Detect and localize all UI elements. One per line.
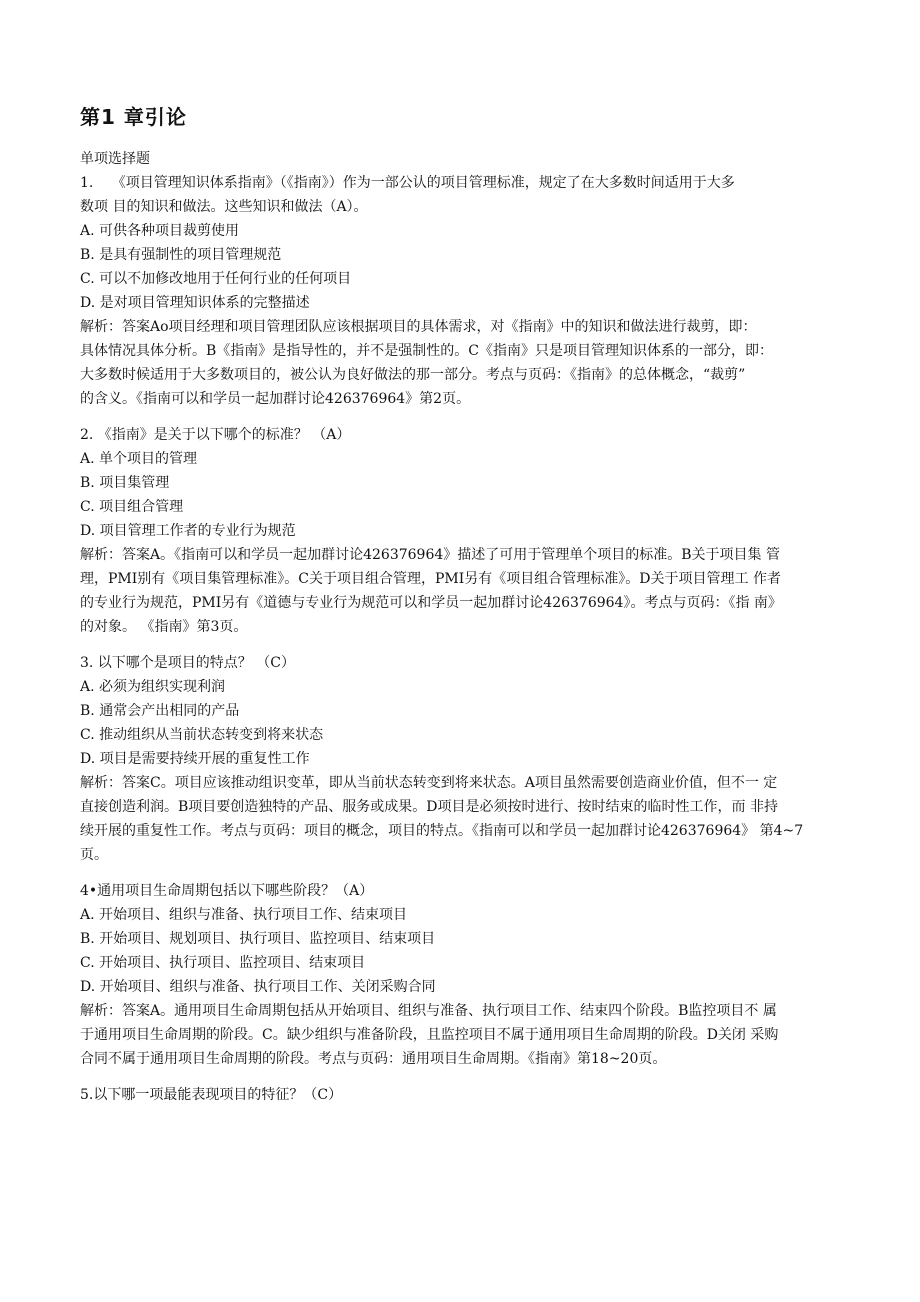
analysis-text: 大多数时候适用于大多数项目的，被公认为良好做法的那一部分。考点与页码：《指南》的总体概念，“裁剪”: [80, 367, 746, 383]
analysis-text: 于通用项目生命周期的阶段。C。缺少组织与准备阶段，且监控项目不属于通用项目生命周期的阶段。D关闭 采购: [80, 1027, 779, 1043]
analysis-text: 理，PMI别有《项目集管理标准》。C关于项目组合管理，PMI另有《项目组合管理标准》。D关于项目管理工 作者: [80, 571, 781, 587]
question-stem: 2. 《指南》是关于以下哪个的标准？ （A）: [80, 427, 351, 443]
question-block: [80, 423, 852, 639]
answer-option: A. 可供各种项目裁剪使用: [80, 223, 240, 239]
analysis-text: 的对象。 《指南》第3页。: [80, 619, 248, 635]
answer-option: D. 项目管理工作者的专业行为规范: [80, 523, 296, 539]
analysis-text: 具体情况具体分析。B《指南》是指导性的，并不是强制性的。C《指南》只是项目管理知识体系的一部分，即：: [80, 343, 773, 359]
analysis-text: 解析：答案A。通用项目生命周期包括从开始项目、组织与准备、执行项目工作、结束四个阶段。B监控项目不 属: [80, 1003, 777, 1019]
answer-option: B. 项目集管理: [80, 475, 170, 491]
question-separator: [80, 867, 852, 879]
analysis-text: 解析：答案Ao项目经理和项目管理团队应该根据项目的具体需求，对《指南》中的知识和做法进行裁剪，即：: [80, 319, 757, 335]
question-stem: 3. 以下哪个是项目的特点？ （C）: [80, 655, 295, 671]
question-block: [80, 651, 852, 867]
question-stem: 数项 目的知识和做法。这些知识和做法（A）。: [80, 199, 368, 215]
question-separator: [80, 639, 852, 651]
question-stem: 4•通用项目生命周期包括以下哪些阶段？（A）: [80, 883, 374, 899]
analysis-text: 的专业行为规范，PMI另有《道德与专业行为规范可以和学员一起加群讨论426376964》。考点与页码：《指 南》: [80, 595, 782, 611]
chapter-title: 第1 章引论: [80, 105, 187, 129]
question-block: [80, 1083, 852, 1107]
analysis-text: 解析：答案A。《指南可以和学员一起加群讨论426376964》描述了可用于管理单个项目的标准。B关于项目集 管: [80, 547, 781, 563]
analysis-text: 解析：答案C。项目应该推动组识变革，即从当前状态转变到将来状态。A项目虽然需要创造商业价值，但不一 定: [80, 775, 778, 791]
question-block: [80, 171, 852, 411]
question-separator: [80, 1071, 852, 1083]
answer-option: A. 必须为组织实现利润: [80, 679, 226, 695]
analysis-text: 直接创造利润。B项目要创造独特的产品、服务或成果。D项目是必须按时进行、按时结束的临时性工作，而 非持: [80, 799, 778, 815]
analysis-text: 合同不属于通用项目生命周期的阶段。考点与页码：通用项目生命周期。《指南》第18~20页。: [80, 1051, 667, 1067]
document-body: [80, 147, 852, 1107]
analysis-text: 的含义。《指南可以和学员一起加群讨论426376964》第2页。: [80, 391, 471, 407]
answer-option: D. 是对项目管理知识体系的完整描述: [80, 295, 310, 311]
answer-option: C. 可以不加修改地用于任何行业的任何项目: [80, 271, 352, 287]
answer-option: C. 项目组合管理: [80, 499, 184, 515]
question-block: [80, 879, 852, 1071]
answer-option: A. 开始项目、组织与准备、执行项目工作、结束项目: [80, 907, 408, 923]
analysis-text: 页。: [80, 847, 108, 863]
answer-option: C. 推动组织从当前状态转变到将来状态: [80, 727, 324, 743]
section-label: 单项选择题: [80, 151, 150, 167]
answer-option: B. 是具有强制性的项目管理规范: [80, 247, 282, 263]
question-stem: 1. 《项目管理知识体系指南》（《指南》）作为一部公认的项目管理标准，规定了在大多数时间适用于大多: [80, 175, 735, 191]
answer-option: B. 开始项目、规划项目、执行项目、监控项目、结束项目: [80, 931, 436, 947]
analysis-text: 续开展的重复性工作。考点与页码：项目的概念，项目的特点。《指南可以和学员一起加群讨论426376964》 第4~7: [80, 823, 804, 839]
answer-option: D. 开始项目、组织与准备、执行项目工作、关闭采购合同: [80, 979, 436, 995]
question-separator: [80, 411, 852, 423]
answer-option: A. 单个项目的管理: [80, 451, 198, 467]
question-stem: 5.以下哪一项最能表现项目的特征？（C）: [80, 1087, 343, 1103]
answer-option: D. 项目是需要持续开展的重复性工作: [80, 751, 310, 767]
answer-option: B. 通常会产出相同的产品: [80, 703, 240, 719]
answer-option: C. 开始项目、执行项目、监控项目、结束项目: [80, 955, 366, 971]
